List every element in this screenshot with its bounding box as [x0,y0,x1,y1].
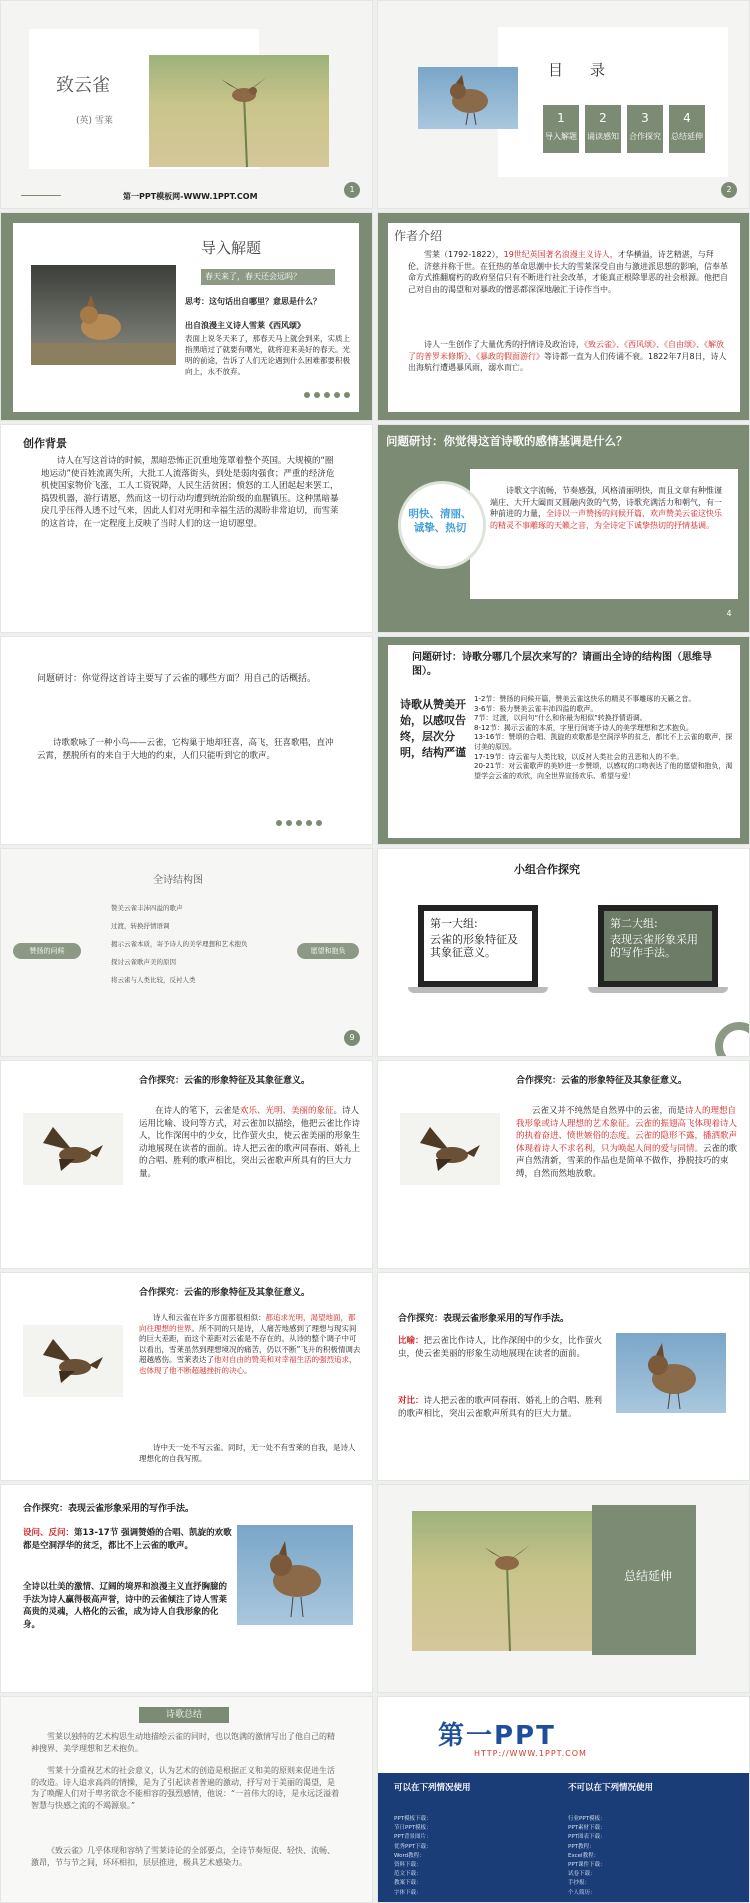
structure-map-line: 探讨云雀歌声美的原因 [111,958,176,966]
tone-circle: 明快、清丽、诚挚、热切 [408,508,472,534]
page-number: 2 [721,182,737,198]
slide-group-work[interactable] [377,848,750,1057]
brand-logo: 第一PPT [438,1721,556,1751]
link-row[interactable]: PPT素材下载： [568,1825,606,1832]
content-answer: 诗歌歌咏了一种小鸟——云雀，它构巢于地却狂喜，高飞，狂喜歌唱，直冲云霄，摆脱所有的来自于大地的约束，人们只能听到它的歌声。 [37,738,334,761]
technique-rhetoric: 设问、反问：第13-17节 强调赞婚的合唱、凯旋的欢歌都是空洞浮华的贫乏，都比不上云雀的歌声。 [23,1528,232,1551]
group-title: 小组合作探究 [514,863,580,876]
intro-question-top: 春天来了，春天还会远吗？ [201,269,335,285]
feature-body-2: 云雀又并不纯然是自然界中的云雀，而是诗人的理想自我形象或诗人理想的艺术象征。云雀的振翅高飞体现着诗人的执着奋进、愤世嫉俗的态度。云雀的隐形不露，播洒歌声体现着诗人不求名利，只为唤起人间的爱与同情。云雀的歌声自然清新，雪莱的作品也是简单不做作，挣脱技巧的束缚，自然而然地放歌。 [516,1106,738,1179]
cover-footer: 第一PPT模板网-WWW.1PPT.COM [123,192,258,201]
structure-map-left: 赞扬的问候 [13,943,81,959]
lark-photo [149,55,329,167]
slide-content-question[interactable] [0,636,373,845]
background-body: 诗人在写这首诗的时候，黑暗恐怖正沉重地笼罩着整个英国。大规模的“圈地运动”使百姓流离失所，大批工人流落街头，到处是弱肉强食；严重的经济危机使国家物价飞涨，工人工资锐降，人民生活贫困；愤怒的工人团起起来罢工，捣毁机器，游行请愿，然而这一切行动均遭到统治阶级的血腥镇压。这种黑暗暴戾几乎压得人透不过气来，因此人们对光明和幸福生活的渴盼非常迫切，而雪莱的这首诗，在一定程度上反映了当时人们的这一迫切愿望。 [41,456,339,529]
lark-photo [237,1525,353,1625]
lark-photo [616,1333,726,1413]
slide-cover[interactable] [0,0,373,209]
link-row[interactable]: 试卷下载： [568,1871,596,1878]
can-use-title: 可以在下列情况使用 [394,1783,471,1793]
contents-item-4[interactable]: 4 总结延伸 [669,105,705,153]
link-row[interactable]: 资料下载： [394,1862,422,1869]
lark-photo [412,1511,592,1651]
slide-tone[interactable] [377,424,750,633]
page-number: 9 [344,1030,360,1046]
intro-question: 思考：这句话出自哪里？意思是什么？ [185,297,321,306]
page-dots [276,820,322,826]
structure-left: 诗歌从赞美开始，以感叹告终，层次分明，结构严谨 [400,698,466,759]
structure-line: 17-19节：诗云雀与人类比较，以反衬人类社会的丑恶和人的不幸。 [474,752,684,761]
feature-summary-3: 诗中天一处不写云雀。同时，无一处不有雪莱的自我，是诗人理想化的自我写照。 [139,1443,356,1463]
technique-metaphor: 比喻：把云雀比作诗人，比作深闺中的少女，比作萤火虫，使云雀美丽的形象生动地展现在读者的面前。 [398,1336,603,1359]
page-dots [304,392,350,398]
author-para-1: 雪莱（1792-1822），19世纪英国著名浪漫主义诗人，才华横溢，诗艺精湛，与拜伦、济慈并称于世。在狂热的革命思潮中长大的雪莱深受自由与激进派思想的影响，信奉革命方式推翻腐朽的政府坚信只有不断进行社会改革，才能真正根除罪恶的社会根源。他把自己对自由的渴望和对暴政的憎恶都深深地融汇于诗作当中。 [408,250,728,294]
structure-map-title: 全诗结构图 [153,875,203,886]
structure-line: 13-16节：赞颂的合唱、凯旋的欢歌都是空洞浮华的贫乏，都比不上云雀的歌声，探讨美的原因。 [474,733,733,751]
technique-title-1: 合作探究：表现云雀形象采用的写作手法。 [398,1314,570,1324]
cover-title: 致云雀 [56,75,110,96]
structure-list [474,695,736,781]
intro-source: 出自浪漫主义诗人雪莱《西风颂》 [185,321,305,330]
technique-title-2: 合作探究：表现云雀形象采用的写作手法。 [23,1504,195,1514]
slide-image-3[interactable] [0,1272,373,1481]
structure-map-list [111,899,291,989]
technique-contrast: 对比：诗人把云雀的歌声同春雨、婚礼上的合唱、胜利的歌声相比，突出云雀歌声所具有的巨大力量。 [398,1396,603,1419]
slide-contents[interactable] [377,0,750,209]
summary-cover-title: 总结延伸 [624,1569,673,1583]
laptop-screen-1: 第一大组: 云雀的形象特征及其象征意义。 [418,905,538,987]
slide-license[interactable] [377,1696,750,1903]
link-row[interactable]: Word教程： [394,1852,425,1859]
slide-summary-cover[interactable] [377,1484,750,1693]
summary-para-3: 《致云雀》几乎体现和容纳了雪莱诗论的全部要点，全诗节奏短促、轻快、流畅、激昂，节与节之间，环环相扣，层层推进，极具艺术感染力。 [31,1846,335,1867]
contents-list [543,105,705,153]
page-number: 1 [344,182,360,198]
slide-structure-map[interactable] [0,848,373,1057]
slide-image-1[interactable] [0,1060,373,1269]
link-row[interactable]: 教案下载： [394,1880,422,1887]
contents-item-3[interactable]: 3 合作探究 [627,105,663,153]
slide-background[interactable] [0,424,373,633]
feature-title-2: 合作探究：云雀的形象特征及其象征意义。 [516,1076,688,1086]
structure-map-line: 赞美云雀丰沛四溢的歌声 [111,904,183,912]
structure-title: 问题研讨：诗歌分哪几个层次来写的？请画出全诗的结构图（思维导图）。 [412,652,712,677]
summary-title: 诗歌总结 [139,1707,229,1723]
author-para-2: 诗人一生创作了大量优秀的抒情诗及政治诗，《致云雀》、《西风颂》、《自由颂》、《解放了的普罗米修斯》、《暴政的假面游行》等诗都一直为人们传诵不衰。1822年7月8日，诗人出海航行遭遇暴风雨，溺水而亡。 [408,340,727,372]
lark-photo [418,67,518,129]
structure-line: 7节：过渡，以问句“什么和你最为相似”转换抒情语调。 [474,714,647,723]
lark-flying-photo [23,1113,123,1185]
structure-line: 1-2节：赞扬的问候开篇，赞美云雀这快乐的精灵不事雕琢的天籁之音。 [474,695,696,703]
structure-line: 3-6节：极力赞美云雀丰沛四溢的歌声。 [474,704,598,713]
slide-summary[interactable] [0,1696,373,1903]
content-question: 问题研讨：你觉得这首诗主要写了云雀的哪些方面？用自己的话概括。 [37,674,317,684]
lark-photo [31,265,176,365]
link-row[interactable]: 节日PPT模板： [394,1825,432,1832]
right-link-list [568,1815,728,1898]
slide-author[interactable] [377,212,750,421]
slide-technique-2[interactable] [0,1484,373,1693]
left-link-list [394,1815,554,1898]
tone-body: 诗歌文字流畅，节奏感强，风格清丽明快，而且文章有种惟谨端庄、大开大阖而又圆融内敛的气势，诗歌充满活力和朝气，有一种前进的力量，全诗以一声赞扬的问候开篇，欢声赞美云雀这快乐的精灵不事雕琢的天籁之音，为全诗定下诚挚热切的抒情基调。 [490,486,722,530]
link-row[interactable]: 范文下载： [394,1871,422,1878]
cover-author: (英) 雪莱 [76,116,113,126]
brand-url[interactable]: HTTP://WWW.1PPT.COM [474,1749,587,1758]
background-title: 创作背景 [23,437,67,450]
feature-body-1: 在诗人的笔下，云雀是欢乐、光明、美丽的象征。诗人运用比喻、设问等方式，对云雀加以描绘，他把云雀比作诗人，比作深闺中的少女，比作萤火虫，使云雀美丽的形象生动地展现在读者的面前。诗人把云雀的歌声同春雨、婚礼上的合唱、胜利的歌声相比，突出云雀歌声所具有的巨大力量。 [139,1106,361,1179]
feature-body-3: 诗人和云雀在许多方面都很相似：都追求光明，渴望地面，都向往理想的世界。所不同的只是诗，人痛苦地感到了理想与现实间的巨大差距，而这个差距对云雀是不存在的。从诗的整个调子中可以看出，雪莱虽然到理想境况的痛苦，仍以不断”飞升的积极情调去超越感伤。雪莱表达了他对自由的赞美和对幸福生活的强烈追求，也体现了他不断超越挫折的决心。 [139,1313,361,1375]
tone-question: 问题研讨：你觉得这首诗歌的感情基调是什么？ [386,434,628,448]
intro-title: 导入解题 [201,239,262,257]
link-row[interactable]: 字体下载： [394,1889,422,1896]
contents-item-2[interactable]: 2 诵读感知 [585,105,621,153]
laptop-screen-2: 第二大组: 表现云雀形象采用的写作手法。 [598,905,718,987]
structure-line: 8-12节：揭示云雀的本质，字里行间寄予诗人的美学理想和艺术抱负。 [474,723,693,732]
slide-structure[interactable] [377,636,750,845]
link-row[interactable]: PPT模板下载： [394,1816,432,1822]
link-row[interactable]: 行业PPT模板： [568,1816,606,1822]
feature-title-1: 合作探究：云雀的形象特征及其象征意义。 [139,1076,311,1086]
author-title: 作者介绍 [394,229,443,243]
lark-flying-photo [23,1325,123,1397]
slide-technique-1[interactable] [377,1272,750,1481]
structure-map-line: 揭示云雀本质，寄予诗人的美学理想和艺术抱负 [111,940,248,948]
link-row[interactable]: PPT图表下载： [568,1834,606,1841]
slide-intro[interactable] [0,212,373,421]
contents-item-1[interactable]: 1 导入解题 [543,105,579,153]
lark-flying-photo [400,1113,500,1185]
technique-summary: 全诗以壮美的激情、辽阔的境界和浪漫主义直抒胸臆的手法为诗人赢得极高声誉，诗中的云雀倾注了诗人雪莱高贵的灵魂，人格化的云雀，成为诗人自我形象的化身。 [23,1582,228,1630]
slide-image-2[interactable] [377,1060,750,1269]
link-row[interactable]: PPT课件下载： [568,1862,606,1869]
summary-para-2: 雪莱十分重视艺术的社会意义，认为艺术的创造是根据正义和美的原则来促进生活的改造。诗人追求高尚的情操，是为了引起读者普遍的激动，抒写对于美丽的渴望，是为了唤醒人们对于卑劣欲念不能相容的强烈感情，他说：“一首伟大的诗，是永远泛溢着智慧与快感之流的不竭源泉。” [31,1766,340,1810]
cannot-use-title: 不可以在下列情况使用 [568,1783,654,1793]
link-row[interactable]: 个人简历： [568,1889,596,1896]
link-row[interactable]: 优秀PPT下载： [394,1843,432,1850]
link-row[interactable]: Excel教程： [568,1852,600,1859]
link-row[interactable]: PPT背景图片： [394,1834,432,1841]
intro-body: 表面上说冬天来了，那春天马上就会到来，实质上指黑暗过了就要有曙光，就将迎来美好的春天。光明的前途，告诉了人们无论遇到什么困难都要积极向上，永不放弃。 [185,334,350,376]
structure-map-line: 过渡，转换抒情语调 [111,922,170,930]
structure-map-line: 将云雀与人类比较，反衬人类 [111,976,196,984]
page-number: 4 [721,606,737,622]
structure-map-right: 愿望和抱负 [297,943,359,959]
link-row[interactable]: PPT教程： [568,1843,595,1850]
feature-title-3: 合作探究：云雀的形象特征及其象征意义。 [139,1288,311,1298]
structure-line: 20-21节：对云雀歌声的美妙进一步赞颂，以感叹的口吻表达了他的愿望和抱负，渴望学会云雀的欢欣，向全世界宣扬欢乐、希望与爱！ [474,762,733,780]
contents-title: 目 录 [548,61,612,79]
summary-para-1: 雪莱以独特的艺术构思生动地描绘云雀的同时，也以饱满的激情写出了他自己的精神搜界、美学理想和艺术抱负。 [31,1732,335,1753]
link-row[interactable]: 手抄报： [568,1880,591,1887]
